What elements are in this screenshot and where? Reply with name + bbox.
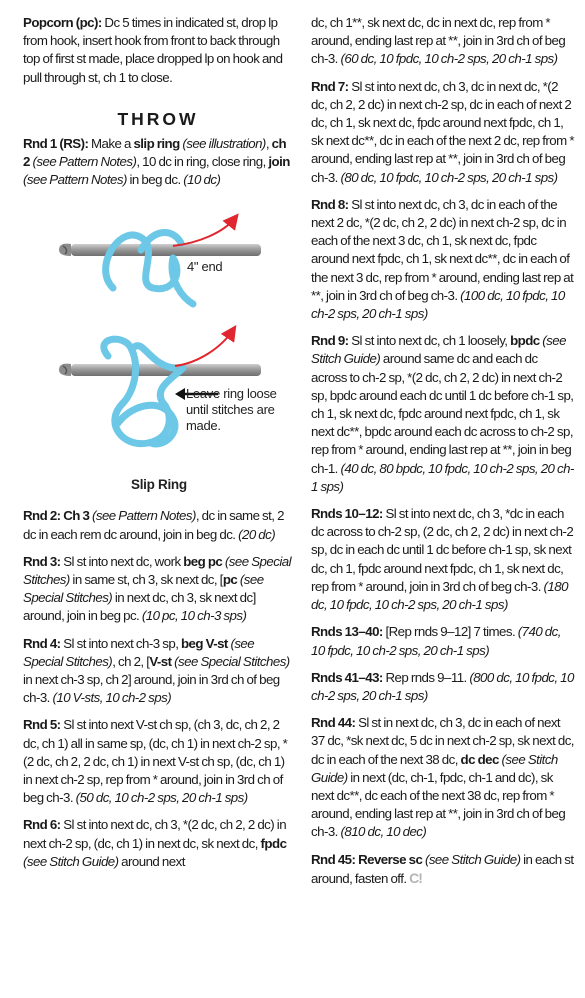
rnds41-43-text: Rep rnds 9–11.: [382, 669, 470, 685]
ch2-term: ch 2: [23, 135, 287, 170]
rnd9-paragraph: [311, 332, 575, 496]
rnd6-continued-paragraph: [311, 14, 575, 69]
yarn-bottom: [104, 340, 183, 445]
stitch-count: (20 dc): [238, 526, 276, 542]
rnd3-text: in same st, ch 3, sk next dc, [: [69, 572, 223, 588]
rnd9-text: around same dc and each dc across to ch-2 sp, *(2 dc, ch 2, 2 dc) in next ch-2 sp, bpdc around each dc until 1 dc before ch-1 sp, ch 1, sk next dc, fpdc around next fpdc, ch 1, sk next dc**, bpdc around each dc across to ch-2 sp, rep from * around, ending last rep at **, join in beg ch-1.: [311, 351, 574, 476]
rnd3-text: in next dc, ch 3, sk next dc] around, join in beg pc.: [23, 590, 256, 624]
stitch-count: (80 dc, 10 fpdc, 10 ch-2 sps, 20 ch-1 sps): [340, 169, 558, 185]
see-stitch-guide-note: (see Stitch Guide): [311, 751, 558, 785]
rnd3-label: Rnd 3:: [23, 553, 61, 569]
loose-label: Leave ring loose until stitches are made.: [186, 386, 277, 434]
stitch-count: (60 dc, 10 fpdc, 10 ch-2 sps, 20 ch-1 sps): [340, 51, 558, 67]
rnd45-text: in each st around, fasten off.: [311, 851, 574, 886]
vst-term: V-st: [149, 653, 172, 669]
rnd7-label: Rnd 7:: [311, 78, 349, 94]
rnd7-text: Sl st into next dc, ch 3, dc in next dc, *(2 dc, ch 2, 2 dc) in next ch-2 sp, dc in each of next 2 dc, ch 1, sk next dc, fpdc around next fpdc, ch 1, sk next dc**, dc in each of the next 2 dc, rep from * around, ending last rep at **, join in 3rd ch of beg ch-3.: [311, 78, 574, 185]
rnd2-text: , dc in same st, 2 dc in each rem dc around, join in beg dc.: [23, 508, 284, 542]
rnds13-40-paragraph: [311, 623, 575, 659]
end-label: 4" end: [187, 259, 223, 275]
see-stitch-guide-note: (see Stitch Guide): [311, 333, 566, 367]
rnd1-text: ,: [265, 135, 272, 151]
rnd5-text: Sl st into next V-st ch sp, (ch 3, dc, ch 2, 2 dc, ch 1) all in same sp, (dc, ch 1) in next ch-2 sp, *(2 dc, ch 2, 2 dc, ch 1) in next V-st ch sp, (dc, ch 1) in next ch-2 sp, rep from * around, join in 3rd ch of beg ch-3.: [23, 717, 288, 806]
rnd5-label: Rnd 5:: [23, 717, 61, 733]
rnds13-40-label: Rnds 13–40:: [311, 624, 383, 640]
rnd44-label: Rnd 44:: [311, 715, 356, 731]
rnd1-text: , 10 dc in ring, close ring,: [136, 154, 269, 170]
rnd44-paragraph: [311, 714, 575, 841]
rnd44-text: Sl st in next dc, ch 3, dc in each of next 37 dc, *sk next dc, 5 dc in next ch-2 sp, sk next dc, dc in each of the next 38 dc,: [311, 715, 574, 767]
stitch-count: (740 dc, 10 fpdc, 10 ch-2 sps, 20 ch-1 sps): [311, 624, 561, 658]
see-special-note: (see Special Stitches): [23, 635, 255, 669]
see-special-note: (see Special Stitches): [23, 553, 291, 588]
rnd6-text: Sl st into next dc, ch 3, *(2 dc, ch 2, 2 dc) in next ch-2 sp, (dc, ch 1) in next dc, sk next dc,: [23, 817, 287, 851]
rnds10-12-paragraph: [311, 505, 575, 614]
rnd7-paragraph: [311, 78, 575, 187]
stitch-count: (180 dc, 10 fpdc, 10 ch-2 sps, 20 ch-1 sps): [311, 578, 568, 613]
rnd8-label: Rnd 8:: [311, 196, 349, 212]
rnd2-label: Rnd 2:: [23, 508, 61, 524]
rnd2-paragraph: [23, 507, 293, 543]
rnd44-text: in next (dc, ch-1, fpdc, ch-1 and dc), sk next dc**, dc each of the next 38 dc, rep from * around, ending last rep at **, join in 3rd ch of beg ch-3.: [311, 769, 566, 840]
rnd4-text: , ch 2, [: [112, 653, 150, 669]
rnd6-text: around next: [118, 853, 185, 869]
slip-ring-illustration: [23, 198, 293, 503]
see-special-note: (see Special Stitches): [23, 572, 264, 606]
stitch-count: (100 dc, 10 fpdc, 10 ch-2 sps, 20 ch-1 sps): [311, 287, 565, 322]
rnd5-paragraph: [23, 716, 293, 807]
stitch-count: (10 dc): [183, 172, 221, 188]
see-notes-note: (see Pattern Notes): [23, 172, 127, 188]
see-stitch-guide-note: (see Stitch Guide): [23, 853, 119, 869]
rnd1-text: Make a: [88, 135, 134, 151]
yarn-top: [106, 233, 193, 304]
reverse-sc-term: Reverse sc: [355, 851, 423, 867]
rnds41-43-paragraph: [311, 669, 575, 705]
rnd4-paragraph: [23, 635, 293, 708]
rnd8-text: Sl st into next dc, ch 3, dc in each of the next 2 dc, *(2 dc, ch 2, 2 dc) in next ch-2 sp, dc in each of the next 3 dc, ch 1, sk next dc, fpdc around next fpdc, ch 1, sk next dc**, dc in each of the next 3 dc, rep from * around, ending last rep at **, join in 3rd ch of beg ch-3.: [311, 196, 574, 303]
join-term: join: [268, 154, 290, 170]
illustration-caption: Slip Ring: [131, 477, 187, 493]
rnd4-label: Rnd 4:: [23, 635, 61, 651]
rnd6-paragraph: [23, 816, 293, 871]
stitch-count: (10 pc, 10 ch-3 sps): [141, 608, 247, 624]
dc-dec-term: dc dec: [460, 751, 499, 767]
see-illustration-note: (see illustration): [179, 135, 266, 151]
beg-pc-term: beg pc: [183, 553, 223, 569]
stitch-count: (40 dc, 80 bpdc, 10 fpdc, 10 ch-2 sps, 20 ch-1 sps): [311, 460, 574, 494]
rnd9-text: Sl st into next dc, ch 1 loosely,: [348, 333, 511, 349]
rnds10-12-label: Rnds 10–12:: [311, 506, 383, 522]
left-column: [23, 14, 293, 880]
rnds41-43-label: Rnds 41–43:: [311, 669, 383, 685]
see-special-note: (see Special Stitches): [171, 653, 290, 669]
crochet-hook-top: [59, 244, 261, 256]
rnd45-label: Rnd 45:: [311, 851, 356, 867]
slip-ring-term: slip ring: [133, 135, 180, 151]
rnd9-label: Rnd 9:: [311, 333, 349, 349]
publisher-logo: C!: [409, 869, 422, 886]
rnds10-12-text: Sl st into next dc, ch 3, *dc in each dc across to ch-2 sp, (2 dc, ch 2, 2 dc) in next ch-2 sp, dc in each dc until 1 dc before ch-1 sp, sk next dc, ch 1, fpdc around next fpdc, ch 1, sk next dc, rep from * around, join in 3rd ch of beg ch-3.: [311, 506, 574, 594]
see-notes-note: (see Pattern Notes): [29, 154, 137, 170]
stitch-count: (810 dc, 10 dec): [340, 824, 427, 840]
pc-term: pc: [222, 572, 238, 588]
rnd1-text: in beg dc.: [126, 172, 184, 188]
popcorn-paragraph: [23, 14, 293, 87]
rnd3-text: Sl st into next dc, work: [60, 553, 184, 569]
rnd4-text: Sl st into next ch-3 sp,: [60, 635, 181, 651]
rnd3-paragraph: [23, 553, 293, 626]
see-notes-note: (see Pattern Notes): [89, 508, 196, 524]
rnds13-40-text: [Rep rnds 9–12] 7 times.: [382, 624, 518, 640]
rnd1-label: Rnd 1 (RS):: [23, 135, 89, 151]
rnd4-text: in next ch-3 sp, ch 2] around, join in 3rd ch of beg ch-3.: [23, 672, 280, 706]
slip-ring-diagram: [23, 198, 293, 503]
beg-vst-term: beg V-st: [180, 635, 228, 651]
arrow-bottom: [175, 330, 233, 366]
fpdc-term: fpdc: [260, 835, 287, 851]
section-title: THROW: [117, 108, 199, 129]
right-column: [311, 14, 575, 897]
stitch-count: (10 V-sts, 10 ch-2 sps): [52, 690, 172, 706]
rnd1-paragraph: [23, 135, 293, 190]
popcorn-text: Dc 5 times in indicated st, drop lp from hook, insert hook from front to back through top of first st made, place dropped lp on hook and pull through st, ch 1 to close.: [23, 15, 283, 85]
rnd6-label: Rnd 6:: [23, 817, 61, 833]
ch3-term: Ch 3: [60, 508, 90, 524]
popcorn-label: Popcorn (pc):: [23, 15, 102, 30]
stitch-count: (50 dc, 10 ch-2 sps, 20 ch-1 sps): [75, 790, 248, 806]
rnd6-cont-text: dc, ch 1**, sk next dc, dc in next dc, rep from * around, ending last rep at **, join in 3rd ch of beg ch-3.: [311, 15, 566, 67]
see-stitch-guide-note: (see Stitch Guide): [422, 851, 521, 867]
rnd45-paragraph: [311, 851, 575, 888]
stitch-count: (800 dc, 10 fpdc, 10 ch-2 sps, 20 ch-1 sps): [311, 669, 574, 703]
rnd8-paragraph: [311, 196, 575, 323]
bpdc-term: bpdc: [510, 333, 540, 349]
